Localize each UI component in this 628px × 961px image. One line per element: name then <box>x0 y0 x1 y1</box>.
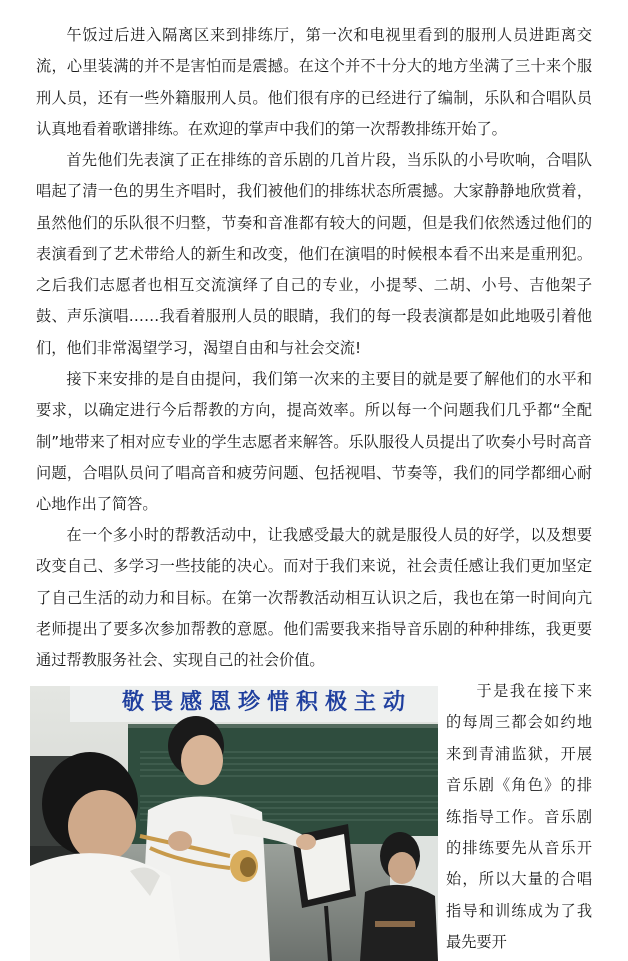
rehearsal-photo <box>30 686 438 961</box>
paragraph-1: 午饭过后进入隔离区来到排练厅，第一次和电视里看到的服刑人员进距离交流，心里装满的并不是害怕而是震撼。在这个并不十分大的地方坐满了三十来个服刑人员，还有一些外籍服刑人员。他们很有序的已经进行了编制，乐队和合唱队员认真地看着歌谱排练。在欢迎的掌声中我们的第一次帮教排练开始了。 <box>36 26 592 138</box>
banner-slogan: 敬畏感恩珍惜积极主动 <box>122 689 413 715</box>
paragraph-3: 接下来安排的是自由提问，我们第一次来的主要目的就是要了解他们的水平和要求，以确定进行今后帮教的方向，提高效率。所以每一个问题我们几乎都“全配制”地带来了相对应专业的学生志愿者来解答。乐队服役人员提出了吹奏小号时高音问题，合唱队员问了唱高音和疲劳问题、包括视唱、节奏等，我们的同学都细心耐心地作出了简答。 <box>36 370 592 514</box>
paragraph-4: 在一个多小时的帮教活动中，让我感受最大的就是服役人员的好学，以及想要改变自己、多学习一些技能的决心。而对于我们来说，社会责任感让我们更加坚定了自己生活的动力和目标。在第一次帮教活动相互认识之后，我也在第一时间向亢老师提出了要多次参加帮教的意愿。他们需要我来指导音乐剧的种种排练，我更要通过帮教服务社会、实现自己的社会价值。 <box>36 526 592 670</box>
wrapped-paragraph: 于是我在接下来的每周三都会如约地来到青浦监狱，开展音乐剧《角色》的排练指导工作。音乐剧的排练要先从音乐开始，所以大量的合唱指导和训练成为了我最先要开 <box>446 682 592 952</box>
paragraph-2: 首先他们先表演了正在排练的音乐剧的几首片段，当乐队的小号吹响，合唱队唱起了清一色的男生齐唱时，我们被他们的排练状态所震撼。大家静静地欣赏着，虽然他们的乐队很不归整，节奏和音准都有较大的问题，但是我们依然透过他们的表演看到了艺术带给人的新生和改变，他们在演唱的时候根本看不出来是重刑犯。之后我们志愿者也相互交流演绎了自己的专业，小提琴、二胡、小号、吉他架子鼓、声乐演唱……我看着服刑人员的眼睛，我们的每一段表演都是如此地吸引着他们，他们非常渴望学习，渴望自由和与社会交流! <box>36 151 592 357</box>
